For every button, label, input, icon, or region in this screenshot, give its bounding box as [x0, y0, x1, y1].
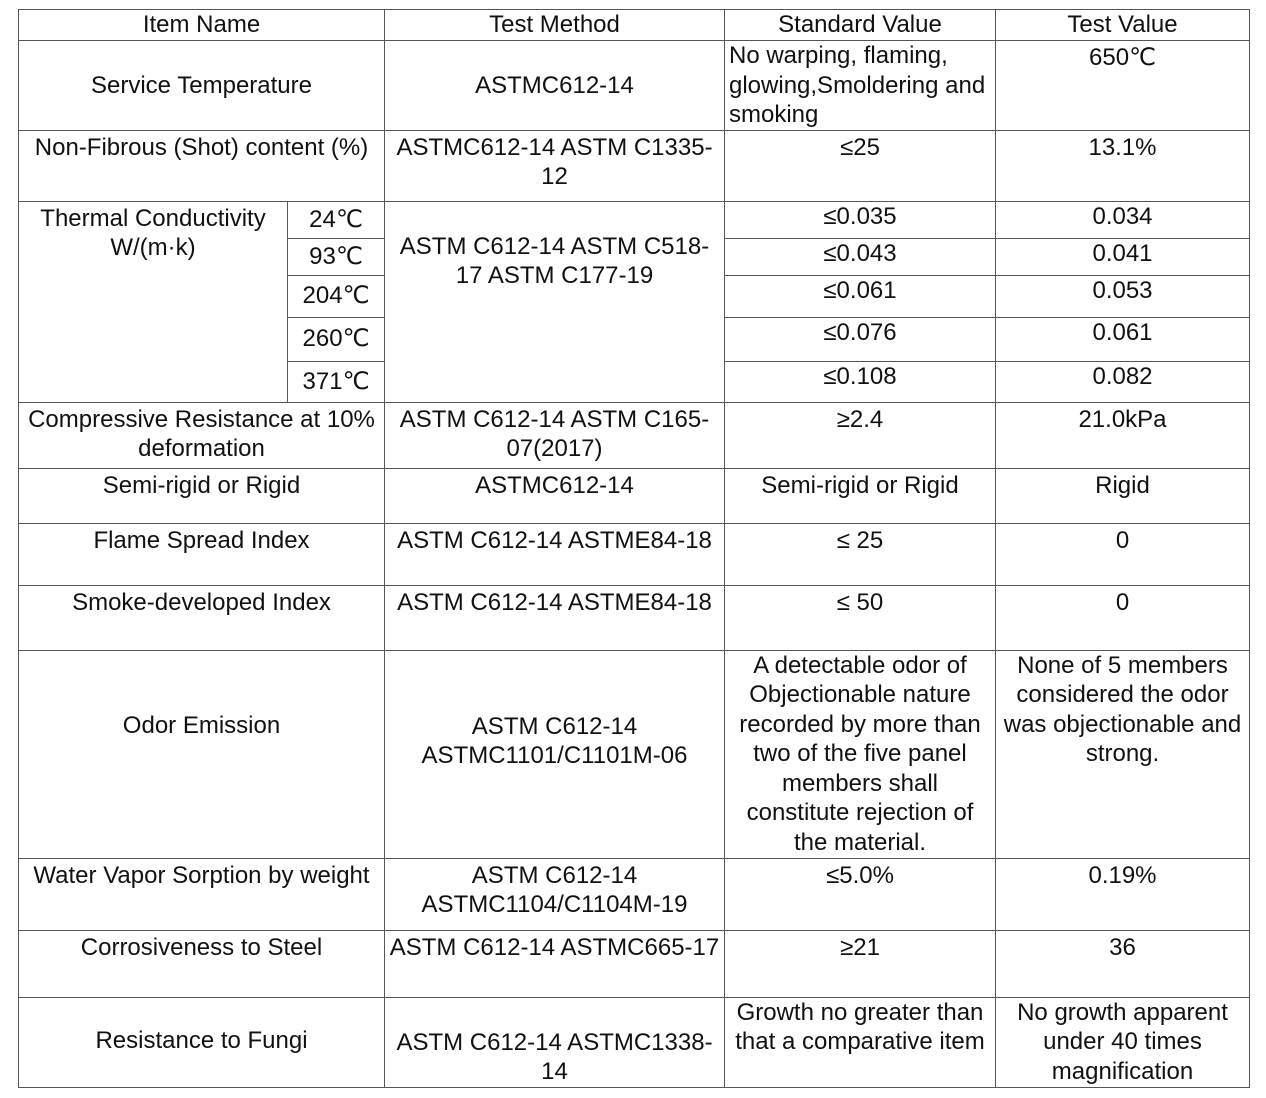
item-thermal-conductivity: Thermal Conductivity W/(m·k) [19, 201, 288, 402]
method-thermal-conductivity: ASTM C612-14 ASTM C518-17 ASTM C177-19 [385, 201, 725, 402]
header-test-value: Test Value [996, 10, 1250, 41]
method-non-fibrous: ASTMC612-14 ASTM C1335-12 [385, 130, 725, 201]
standard-compressive-resistance: ≥2.4 [725, 402, 996, 468]
item-non-fibrous: Non-Fibrous (Shot) content (%) [19, 130, 385, 201]
standard-water-vapor: ≤5.0% [725, 858, 996, 930]
test-tc-371: 0.082 [996, 361, 1250, 402]
method-flame-spread: ASTM C612-14 ASTME84-18 [385, 523, 725, 585]
header-standard-value: Standard Value [725, 10, 996, 41]
standard-tc-93: ≤0.043 [725, 238, 996, 275]
standard-smoke-developed: ≤ 50 [725, 585, 996, 650]
method-smoke-developed: ASTM C612-14 ASTME84-18 [385, 585, 725, 650]
test-compressive-resistance: 21.0kPa [996, 402, 1250, 468]
test-smoke-developed: 0 [996, 585, 1250, 650]
standard-odor-emission: A detectable odor of Objectionable nature recorded by more than two of the five panel members shall constitute rejection of the material. [725, 650, 996, 858]
method-service-temperature: ASTMC612-14 [385, 41, 725, 131]
item-corrosiveness: Corrosiveness to Steel [19, 930, 385, 997]
test-flame-spread: 0 [996, 523, 1250, 585]
method-corrosiveness: ASTM C612-14 ASTMC665-17 [385, 930, 725, 997]
item-water-vapor: Water Vapor Sorption by weight [19, 858, 385, 930]
table-row [19, 201, 1250, 238]
test-fungi: No growth apparent under 40 times magnification [996, 997, 1250, 1087]
item-odor-emission: Odor Emission [19, 650, 385, 858]
method-fungi: ASTM C612-14 ASTMC1338-14 [385, 997, 725, 1087]
test-corrosiveness: 36 [996, 930, 1250, 997]
item-semi-rigid: Semi-rigid or Rigid [19, 468, 385, 523]
temp-24: 24℃ [288, 201, 385, 238]
test-semi-rigid: Rigid [996, 468, 1250, 523]
standard-semi-rigid: Semi-rigid or Rigid [725, 468, 996, 523]
test-non-fibrous: 13.1% [996, 130, 1250, 201]
method-semi-rigid: ASTMC612-14 [385, 468, 725, 523]
standard-corrosiveness: ≥21 [725, 930, 996, 997]
standard-tc-260: ≤0.076 [725, 317, 996, 361]
header-row [19, 10, 1250, 41]
standard-fungi: Growth no greater than that a comparative item [725, 997, 996, 1087]
standard-tc-371: ≤0.108 [725, 361, 996, 402]
standard-service-temperature: No warping, flaming, glowing,Smoldering and smoking [725, 41, 996, 131]
table-row [19, 650, 1250, 858]
method-compressive-resistance: ASTM C612-14 ASTM C165-07(2017) [385, 402, 725, 468]
standard-non-fibrous: ≤25 [725, 130, 996, 201]
test-service-temperature: 650℃ [996, 41, 1250, 131]
standard-flame-spread: ≤ 25 [725, 523, 996, 585]
header-item-name: Item Name [19, 10, 385, 41]
test-water-vapor: 0.19% [996, 858, 1250, 930]
method-water-vapor: ASTM C612-14 ASTMC1104/C1104M-19 [385, 858, 725, 930]
test-tc-204: 0.053 [996, 275, 1250, 317]
test-tc-24: 0.034 [996, 201, 1250, 238]
table-row [19, 858, 1250, 930]
item-compressive-resistance: Compressive Resistance at 10% deformation [19, 402, 385, 468]
properties-table [18, 9, 1250, 1088]
table-row [19, 41, 1250, 131]
item-fungi: Resistance to Fungi [19, 997, 385, 1087]
table-row [19, 997, 1250, 1087]
standard-tc-204: ≤0.061 [725, 275, 996, 317]
table-row [19, 523, 1250, 585]
test-tc-260: 0.061 [996, 317, 1250, 361]
item-service-temperature: Service Temperature [19, 41, 385, 131]
temp-371: 371℃ [288, 361, 385, 402]
test-odor-emission: None of 5 members considered the odor was objectionable and strong. [996, 650, 1250, 858]
table-row [19, 130, 1250, 201]
method-odor-emission: ASTM C612-14 ASTMC1101/C1101M-06 [385, 650, 725, 858]
header-test-method: Test Method [385, 10, 725, 41]
table-row [19, 930, 1250, 997]
table-row [19, 402, 1250, 468]
item-flame-spread: Flame Spread Index [19, 523, 385, 585]
temp-93: 93℃ [288, 238, 385, 275]
temp-204: 204℃ [288, 275, 385, 317]
temp-260: 260℃ [288, 317, 385, 361]
test-tc-93: 0.041 [996, 238, 1250, 275]
standard-tc-24: ≤0.035 [725, 201, 996, 238]
item-smoke-developed: Smoke-developed Index [19, 585, 385, 650]
table-row [19, 468, 1250, 523]
table-row [19, 585, 1250, 650]
